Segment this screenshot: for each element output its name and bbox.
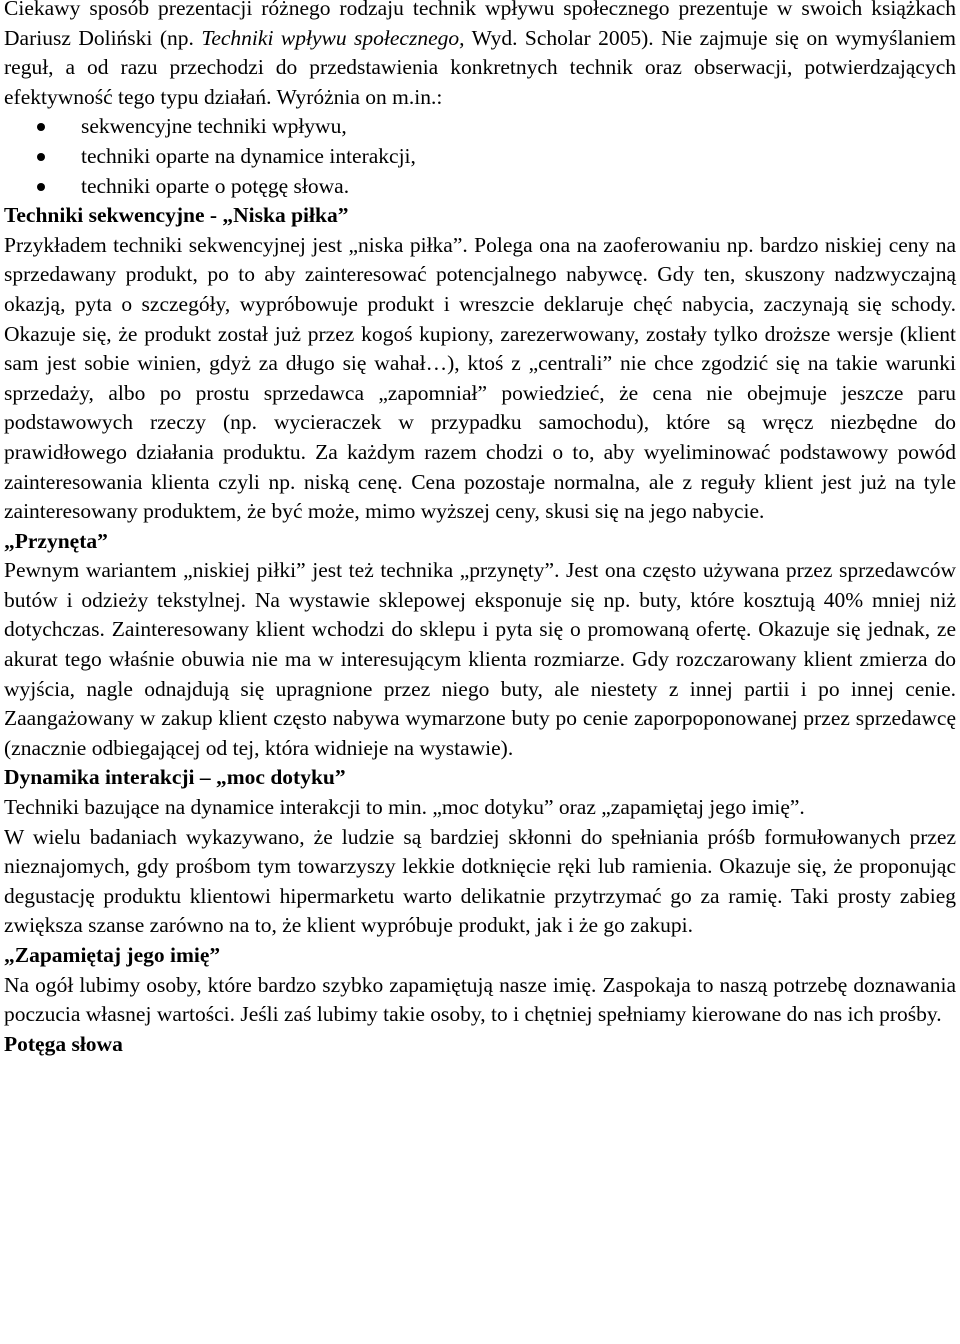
bullet-icon [37,183,45,191]
intro-paragraph [4,0,956,112]
list-item-text: techniki oparte o potęgę słowa. [81,173,350,198]
bullet-icon [37,153,45,161]
list-item [4,142,956,172]
niska-pilka-paragraph: Przykładem techniki sekwencyjnej jest „niska piłka”. Polega ona na zaoferowaniu np. bardzo niskiej ceny na sprzedawany produkt, po to aby zainteresować potencjalnego nabywcę. Gdy ten, skuszony nadzwyczajną okazją, pyta o szczegóły, wypróbowuje produkt i wreszcie deklaruje chęć nabycia, zaczynają się schody. Okazuje się, że produkt został już przez kogoś kupiony, zarezerwowany, zostały tylko droższe wersje (klient sam jest sobie winien, gdyż za długo się wahał…), ktoś z „centrali” nie chce zgodzić się na takie warunki sprzedaży, albo po prostu sprzedawca „zapomniał” powiedzieć, że cena nie obejmuje jeszcze paru podstawowych rzeczy (np. wycieraczek w przypadku samochodu), które są wręcz niezbędne do prawidłowego działania produktu. Za każdym razem chodzi o to, aby wyeliminować podstawowy powód zainteresowania klienta czyli np. niską cenę. Cena pozostaje normalna, ale z reguły klient jest już na tyle zainteresowany produktem, że być może, mimo wyższej ceny, skusi się na jego nabycie. [4,232,956,524]
list-item-text: techniki oparte na dynamice interakcji, [81,143,416,168]
zapamietaj-paragraph: Na ogół lubimy osoby, które bardzo szybko zapamiętują nasze imię. Zaspokaja to naszą potrzebę doznawania poczucia własnej wartości. Jeśli zaś lubimy takie osoby, to i chętniej spełniamy kierowane do nas ich prośby. [4,972,956,1027]
list-item [4,172,956,202]
moc-dotyku-paragraph-1: Techniki bazujące na dynamice interakcji to min. „moc dotyku” oraz „zapamiętaj jego imię”. [4,795,805,820]
list-item-text: sekwencyjne techniki wpływu, [81,114,347,139]
technique-list [4,112,956,201]
list-item [4,112,956,142]
section-heading-potega-slowa: Potęga słowa [4,1031,123,1056]
intro-text-start: Ciekawy sposób prezentacji różnego rodzaju technik wpływu społecznego prezentuje w swoich książkach Dariusz Doliński (np. [4,0,956,50]
section-heading-niska-pilka: Techniki sekwencyjne - „Niska piłka” [4,203,349,228]
book-title: Techniki wpływu społecznego, [201,25,465,50]
section-heading-przyneta: „Przynęta” [4,528,108,553]
moc-dotyku-paragraph-2: W wielu badaniach wykazywano, że ludzie są bardziej skłonni do spełniania próśb formułowanych przez nieznajomych, gdy prośbom tym towarzyszy lekkie dotknięcie ręki lub ramienia. Okazuje się, że proponując degustację produktu klientowi hipermarketu warto delikatnie przytrzymać go za ramię. Taki prosty zabieg zwiększa szanse zarówno na to, że klient wypróbuje produkt, jak i że go zakupi. [4,824,956,938]
bullet-icon [37,123,45,131]
document-page [4,0,956,1059]
section-heading-zapamietaj: „Zapamiętaj jego imię” [4,943,221,967]
intro-text-end: Wyd. Scholar 2005). Nie zajmuje się on wymyślaniem reguł, a od razu przechodzi do przedstawienia konkretnych technik oraz obserwacji, potwierdzających efektywność tego typu działań. Wyróżnia on m.in.: [4,25,957,109]
section-heading-moc-dotyku: Dynamika interakcji – „moc dotyku” [4,765,346,790]
przyneta-paragraph: Pewnym wariantem „niskiej piłki” jest też technika „przynęty”. Jest ona często używana przez sprzedawców butów i odzieży tekstylnej. Na wystawie sklepowej eksponuje się np. buty, które kosztują 40% mniej niż dotychczas. Zainteresowany klient wchodzi do sklepu i pyta się o promowaną ofertę. Okazuje się jednak, ze akurat tego właśnie obuwia nie ma w interesującym klienta rozmiarze. Gdy rozczarowany klient zmierza do wyjścia, nagle odnajdują się upragnione przez niego buty, ale niestety z innej partii i po innej cenie. Zaangażowany w zakup klient często nabywa wymarzone buty po cenie zaporpoponowanej przez sprzedawcę (znacznie odbiegającej od tej, która widnieje na wystawie). [4,558,956,760]
